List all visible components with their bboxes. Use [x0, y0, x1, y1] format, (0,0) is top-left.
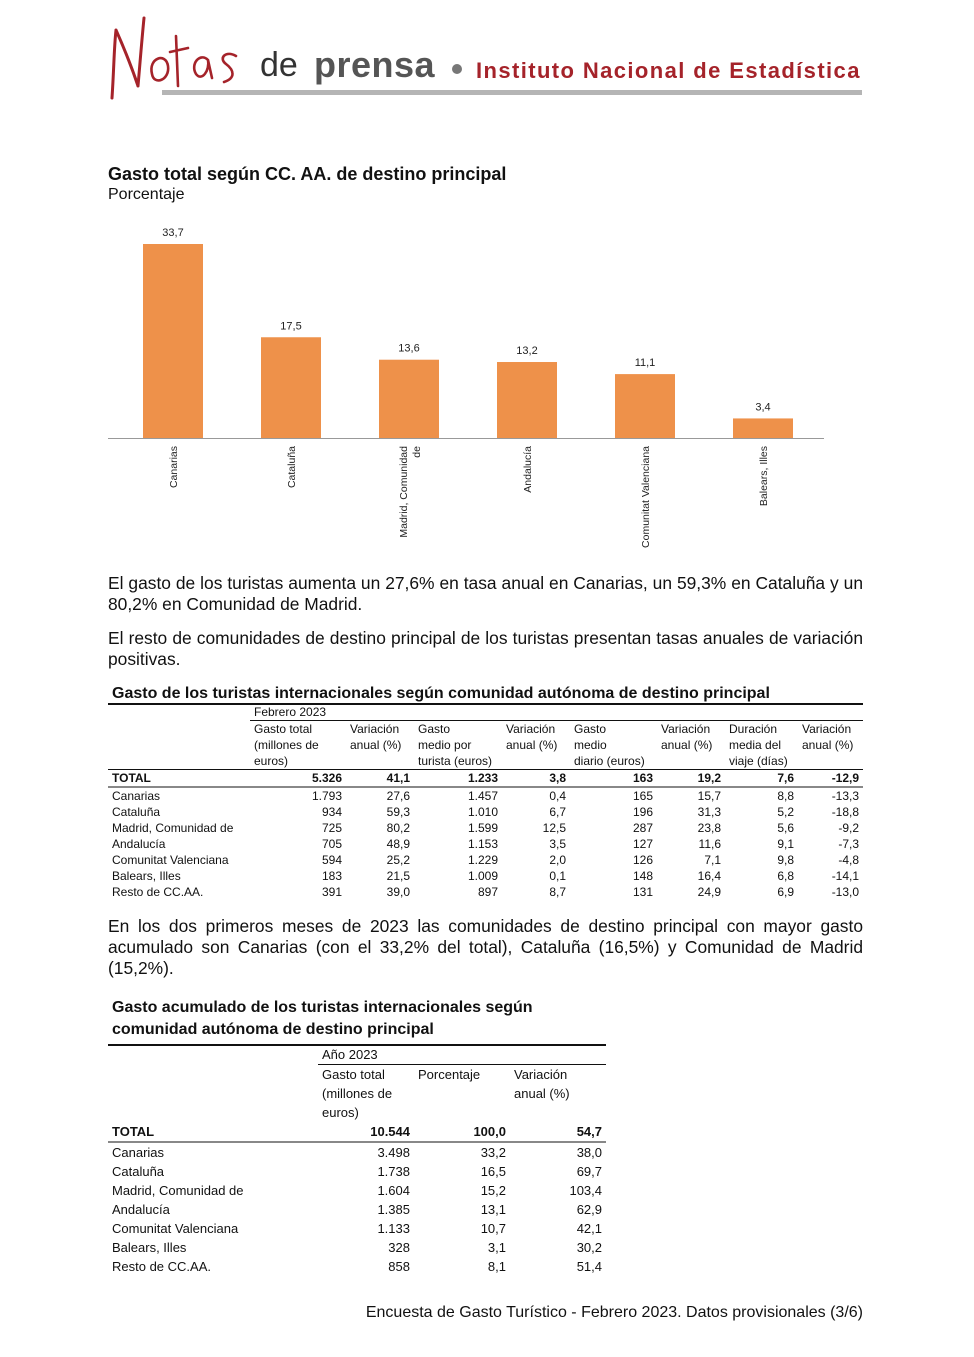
- cell-value: 183: [321, 869, 342, 883]
- cell-value: 3,1: [487, 1240, 506, 1255]
- table1-row: [108, 868, 863, 884]
- paragraph-1: El gasto de los turistas aumenta un 27,6% en tasa anual en Canarias, un 59,3% en Cataluña y un 80,2% en Comunidad de Madrid.: [108, 573, 863, 614]
- category-label: Madrid, Comunidadde: [398, 446, 423, 538]
- table1-column-header: [657, 721, 725, 770]
- header-line: anual (%): [514, 1086, 570, 1101]
- cell-value: 48,9: [386, 837, 410, 851]
- cell-value: 3.498: [377, 1145, 410, 1160]
- bar: [261, 337, 321, 438]
- cell-value: 8,7: [549, 885, 566, 899]
- row-label: Resto de CC.AA.: [112, 885, 204, 899]
- header-institute: Instituto Nacional de Estadística: [476, 58, 861, 83]
- cell-value: 24,9: [697, 885, 721, 899]
- row-label: Madrid, Comunidad de: [112, 821, 234, 835]
- header-line: Duración: [729, 722, 778, 736]
- cell-value: -12,9: [798, 770, 863, 788]
- data-label: 13,2: [516, 345, 538, 358]
- header-prensa: prensa: [314, 44, 436, 85]
- cell-value: 6,7: [549, 805, 566, 819]
- cell-value: 10.544: [318, 1122, 414, 1142]
- cell-value: 163: [570, 770, 657, 788]
- cell-value: 42,1: [576, 1221, 603, 1236]
- category-label: Andalucía: [522, 446, 534, 493]
- header-line: Variación: [514, 1067, 568, 1082]
- header-line: anual (%): [802, 738, 854, 752]
- header-line: medio: [574, 738, 607, 752]
- header-line: Variación: [506, 722, 556, 736]
- table2-corner: [108, 1045, 318, 1065]
- header-line: euros): [322, 1105, 359, 1120]
- table2-column-header: [414, 1065, 510, 1123]
- table1-header-row: [108, 721, 863, 770]
- cell-value: 287: [632, 821, 653, 835]
- table2-title: [112, 997, 612, 1041]
- cell-value: 15,2: [480, 1183, 506, 1198]
- table1-total-row: [108, 770, 863, 788]
- header-line: Variación: [350, 722, 400, 736]
- cell-value: 7,6: [725, 770, 798, 788]
- table1-column-header: [570, 721, 657, 770]
- cell-value: -13,3: [831, 789, 860, 803]
- table1-column-header: [725, 721, 798, 770]
- cell-value: -14,1: [831, 869, 860, 883]
- table1-row: [108, 884, 863, 900]
- table2-row: [108, 1238, 606, 1257]
- cell-value: 934: [321, 805, 342, 819]
- cell-value: 59,3: [386, 805, 410, 819]
- footer-text: Encuesta de Gasto Turístico - Febrero 2023. Datos provisionales (3/6): [365, 1304, 863, 1321]
- table2-row: [108, 1162, 606, 1181]
- cell-value: 1.233: [414, 770, 502, 788]
- header-line: Gasto: [574, 722, 607, 736]
- cell-value: 5,2: [777, 805, 794, 819]
- cell-value: 8,1: [487, 1259, 506, 1274]
- cell-value: 25,2: [386, 853, 410, 867]
- cell-value: 100,0: [414, 1122, 510, 1142]
- cell-value: 328: [388, 1240, 410, 1255]
- cell-value: 2,0: [549, 853, 566, 867]
- header-line: viaje (días): [729, 754, 788, 768]
- table2-row: [108, 1200, 606, 1219]
- header-line: Porcentaje: [418, 1067, 481, 1082]
- bar: [615, 374, 675, 438]
- cell-value: 16,4: [697, 869, 721, 883]
- table1-column-header: [502, 721, 570, 770]
- cell-value: 80,2: [386, 821, 410, 835]
- chart-subtitle: Porcentaje: [108, 186, 185, 203]
- cell-value: 13,1: [480, 1202, 506, 1217]
- data-label: 33,7: [162, 227, 184, 239]
- table1-header-blank: [108, 721, 250, 770]
- cell-value: 31,3: [697, 805, 721, 819]
- cell-value: 3,5: [549, 837, 566, 851]
- table1-corner: [108, 704, 250, 721]
- row-label: Canarias: [112, 1145, 165, 1160]
- cell-value: 7,1: [704, 853, 721, 867]
- cell-value: 858: [388, 1259, 410, 1274]
- table1-period-row: [108, 704, 863, 721]
- paragraph-3: En los dos primeros meses de 2023 las comunidades de destino principal con mayor gasto acumulado son Canarias (con el 33,2% del total), Cataluña (16,5%) y Comunidad de Madrid (15,2%).: [108, 916, 863, 978]
- cell-value: 725: [321, 821, 342, 835]
- category-label: Cataluña: [286, 446, 298, 489]
- header-line: (millones de: [322, 1086, 393, 1101]
- table1-row: [108, 804, 863, 820]
- table1-row: [108, 852, 863, 868]
- cell-value: 127: [632, 837, 653, 851]
- table1-period: Febrero 2023: [250, 704, 863, 721]
- data-label: 11,1: [634, 357, 656, 370]
- bar-chart: [108, 214, 838, 564]
- cell-value: 51,4: [576, 1259, 603, 1274]
- header-de: de: [260, 46, 298, 84]
- cell-value: 33,2: [480, 1145, 506, 1160]
- header-rule: [162, 90, 862, 95]
- table2-row: [108, 1219, 606, 1238]
- row-label: Cataluña: [112, 805, 161, 819]
- cell-value: 1.010: [467, 805, 498, 819]
- row-label: TOTAL: [108, 770, 250, 788]
- cell-value: 705: [321, 837, 342, 851]
- row-label: Madrid, Comunidad de: [112, 1183, 244, 1198]
- cell-value: 594: [321, 853, 342, 867]
- table2: [108, 1045, 606, 1276]
- cell-value: 8,8: [777, 789, 794, 803]
- header-line: medio por: [418, 738, 472, 752]
- table2-header-blank: [108, 1065, 318, 1123]
- header-line: Variación: [661, 722, 711, 736]
- data-label: 3,4: [755, 401, 771, 414]
- cell-value: 21,5: [386, 869, 410, 883]
- cell-value: 10,7: [480, 1221, 506, 1236]
- cell-value: 27,6: [386, 789, 410, 803]
- row-label: Canarias: [112, 789, 161, 803]
- cell-value: 30,2: [576, 1240, 603, 1255]
- cell-value: 1.153: [467, 837, 498, 851]
- cell-value: 5,6: [777, 821, 794, 835]
- table2-period-row: [108, 1045, 606, 1065]
- header-line: Gasto total: [322, 1067, 385, 1082]
- cell-value: 15,7: [697, 789, 721, 803]
- bar: [497, 362, 557, 438]
- category-label: Comunitat Valenciana: [640, 446, 652, 548]
- category-label: Canarias: [168, 446, 180, 489]
- table2-period: Año 2023: [318, 1045, 606, 1065]
- header-line: anual (%): [661, 738, 713, 752]
- cell-value: 9,1: [777, 837, 794, 851]
- data-label: 17,5: [280, 320, 302, 333]
- header-line: anual (%): [506, 738, 558, 752]
- category-label: Balears, Illes: [758, 446, 770, 507]
- row-label: Balears, Illes: [112, 1240, 187, 1255]
- header-line: diario (euros): [574, 754, 645, 768]
- bar: [733, 418, 793, 438]
- table2-column-header: [510, 1065, 606, 1123]
- bar: [143, 244, 203, 438]
- cell-value: 1.133: [377, 1221, 410, 1236]
- table2-row: [108, 1257, 606, 1276]
- cell-value: 11,6: [698, 837, 721, 851]
- header-line: Gasto: [418, 722, 451, 736]
- cell-value: 165: [632, 789, 653, 803]
- table1-row: [108, 820, 863, 836]
- cell-value: 6,9: [777, 885, 794, 899]
- cell-value: 69,7: [576, 1164, 603, 1179]
- cell-value: 19,2: [657, 770, 725, 788]
- cell-value: 391: [321, 885, 342, 899]
- table1-column-header: [346, 721, 414, 770]
- cell-value: 62,9: [576, 1202, 603, 1217]
- header-bullet: [452, 64, 462, 74]
- cell-value: -13,0: [831, 885, 860, 899]
- cell-value: 1.604: [377, 1183, 410, 1198]
- header-line: Gasto total: [254, 722, 313, 736]
- row-label: Balears, Illes: [112, 869, 181, 883]
- table2-row: [108, 1142, 606, 1162]
- cell-value: 0,4: [549, 789, 566, 803]
- table2-title-line2: comunidad autónoma de destino principal: [112, 1021, 434, 1038]
- header-line: media del: [729, 738, 782, 752]
- table1-column-header: [414, 721, 502, 770]
- header-line: euros): [254, 754, 289, 768]
- cell-value: -4,8: [838, 853, 860, 867]
- header-line: Variación: [802, 722, 852, 736]
- cell-value: 54,7: [510, 1122, 606, 1142]
- header-line: anual (%): [350, 738, 402, 752]
- table2-row: [108, 1181, 606, 1200]
- cell-value: 103,4: [569, 1183, 603, 1198]
- data-label: 13,6: [398, 342, 420, 355]
- table2-column-header: [318, 1065, 414, 1123]
- table1-row: [108, 787, 863, 804]
- row-label: Cataluña: [112, 1164, 165, 1179]
- chart-title: Gasto total según CC. AA. de destino principal: [108, 164, 507, 184]
- row-label: Resto de CC.AA.: [112, 1259, 211, 1274]
- cell-value: 131: [632, 885, 653, 899]
- row-label: Comunitat Valenciana: [112, 1221, 239, 1236]
- table2-total-row: [108, 1122, 606, 1142]
- cell-value: 1.793: [311, 789, 342, 803]
- row-label: Comunitat Valenciana: [112, 853, 229, 867]
- header-line: turista (euros): [418, 754, 493, 768]
- cell-value: 126: [632, 853, 653, 867]
- cell-value: 3,8: [502, 770, 570, 788]
- cell-value: 897: [477, 885, 498, 899]
- cell-value: 196: [632, 805, 653, 819]
- cell-value: 1.009: [467, 869, 498, 883]
- row-label: Andalucía: [112, 837, 166, 851]
- table2-title-line1: Gasto acumulado de los turistas internacionales según: [112, 999, 533, 1016]
- cell-value: 38,0: [576, 1145, 603, 1160]
- table1-column-header: [250, 721, 346, 770]
- cell-value: 0,1: [549, 869, 566, 883]
- table1-row: [108, 836, 863, 852]
- paragraph-2: El resto de comunidades de destino principal de los turistas presentan tasas anuales de variación positivas.: [108, 628, 863, 669]
- cell-value: -18,8: [831, 805, 860, 819]
- cell-value: 148: [632, 869, 653, 883]
- cell-value: 12,5: [542, 821, 566, 835]
- cell-value: -9,2: [838, 821, 860, 835]
- cell-value: 1.385: [377, 1202, 410, 1217]
- cell-value: 1.738: [377, 1164, 410, 1179]
- cell-value: -7,3: [838, 837, 860, 851]
- table1-column-header: [798, 721, 863, 770]
- cell-value: 23,8: [697, 821, 721, 835]
- row-label: TOTAL: [108, 1122, 318, 1142]
- row-label: Andalucía: [112, 1202, 170, 1217]
- bar: [379, 360, 439, 438]
- cell-value: 1.229: [467, 853, 498, 867]
- cell-value: 6,8: [777, 869, 794, 883]
- header-line: (millones de: [254, 738, 319, 752]
- cell-value: 1.457: [467, 789, 498, 803]
- table1: [108, 704, 863, 900]
- cell-value: 39,0: [386, 885, 410, 899]
- cell-value: 5.326: [250, 770, 346, 788]
- cell-value: 1.599: [467, 821, 498, 835]
- table2-header-row: [108, 1065, 606, 1123]
- cell-value: 9,8: [777, 853, 794, 867]
- cell-value: 41,1: [346, 770, 414, 788]
- table1-title: Gasto de los turistas internacionales según comunidad autónoma de destino principal: [112, 685, 770, 702]
- cell-value: 16,5: [480, 1164, 506, 1179]
